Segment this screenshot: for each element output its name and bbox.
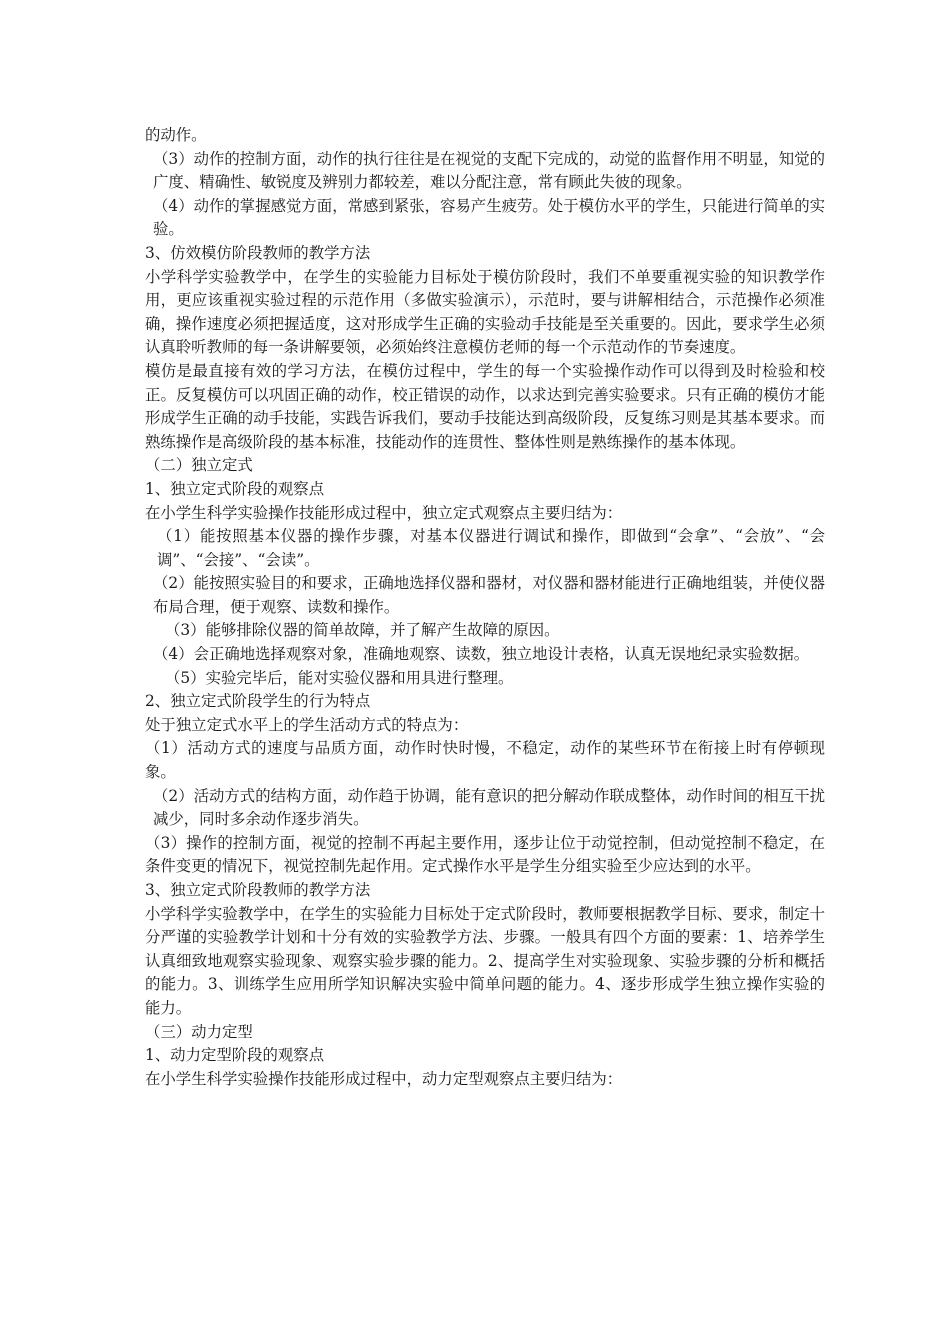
list-item: （2）能按照实验目的和要求，正确地选择仪器和器材，对仪器和器材能进行正确地组装，并使仪器布局合理，便于观察、读数和操作。 (153, 574, 825, 616)
list-item: （3）能够排除仪器的简单故障，并了解产生故障的原因。 (165, 621, 560, 640)
section-heading: 1、独立定式阶段的观察点 (145, 479, 325, 498)
paragraph: （3）动作的控制方面，动作的执行往往是在视觉的支配下完成的，动觉的监督作用不明显，知觉的广度、精确性、敏锐度及辨别力都较差，难以分配注意，常有顾此失彼的现象。 (153, 149, 825, 192)
list-item: （3）操作的控制方面，视觉的控制不再起主要作用，逐步让位于动觉控制，但动觉控制不稳定，在条件变更的情况下，视觉控制先起作用。定式操作水平是学生分组实验至少应达到的水平。 (145, 833, 825, 876)
paragraph: 在小学生科学实验操作技能形成过程中，动力定型观察点主要归结为： (145, 1069, 623, 1088)
section-heading: 2、独立定式阶段学生的行为特点 (145, 692, 371, 711)
section-heading: （三）动力定型 (145, 1022, 253, 1041)
paragraph: 小学科学实验教学中，在学生的实验能力目标处于定式阶段时，教师要根据教学目标、要求，制定十分严谨的实验教学计划和十分有效的实验教学方法、步骤。一般具有四个方面的要素：1、培养学生认真细致地观察实验现象、观察实验步骤的能力。2、提高学生对实验现象、实验步骤的分析和概括的能力。3、训练学生应用所学知识解决实验中简单问题的能力。4、逐步形成学生独立操作实验的能力。 (145, 904, 825, 1017)
list-item: （1）能按照基本仪器的操作步骤，对基本仪器进行调试和操作，即做到“会拿”、“会放”、“会调”、“会接”、“会读”。 (157, 527, 825, 569)
list-item: （2）活动方式的结构方面，动作趋于协调，能有意识的把分解动作联成整体，动作时间的相互干扰减少，同时多余动作逐步消失。 (153, 786, 825, 829)
section-heading: （二）独立定式 (145, 456, 253, 475)
section-heading: 3、独立定式阶段教师的教学方法 (145, 881, 371, 899)
list-item: （5）实验完毕后，能对实验仪器和用具进行整理。 (165, 668, 514, 687)
paragraph: 模仿是最直接有效的学习方法，在模仿过程中，学生的每一个实验操作动作可以得到及时检验和校正。反复模仿可以巩固正确的动作，校正错误的动作，以求达到完善实验要求。只有正确的模仿才能形成学生正确的动手技能，实践告诉我们，要动手技能达到高级阶段，反复练习则是其基本要求。而熟练操作是高级阶段的基本标准，技能动作的连贯性、整体性则是熟练操作的基本体现。 (145, 361, 825, 451)
list-item: （1）活动方式的速度与品质方面，动作时快时慢，不稳定，动作的某些环节在衔接上时有停顿现象。 (145, 739, 825, 782)
list-item: （4）会正确地选择观察对象，准确地观察、读数，独立地设计表格，认真无误地纪录实验数据。 (153, 645, 810, 664)
paragraph: 的动作。 (145, 126, 207, 144)
paragraph: 在小学生科学实验操作技能形成过程中，独立定式观察点主要归结为： (145, 503, 623, 522)
section-heading: 3、仿效模仿阶段教师的教学方法 (145, 243, 371, 262)
paragraph: （4）动作的掌握感觉方面，常感到紧张，容易产生疲劳。处于模仿水平的学生，只能进行简单的实验。 (153, 196, 825, 239)
document-body (145, 124, 825, 1091)
paragraph: 处于独立定式水平上的学生活动方式的特点为： (145, 715, 469, 734)
section-heading: 1、动力定型阶段的观察点 (145, 1046, 325, 1065)
paragraph: 小学科学实验教学中，在学生的实验能力目标处于模仿阶段时，我们不单要重视实验的知识教学作用，更应该重视实验过程的示范作用（多做实验演示），示范时，要与讲解相结合，示范操作必须准确，操作速度必须把握适度，这对形成学生正确的实验动手技能是至关重要的。因此，要求学生必须认真聆听教师的每一条讲解要领，必须始终注意模仿老师的每一个示范动作的节奏速度。 (145, 267, 825, 357)
